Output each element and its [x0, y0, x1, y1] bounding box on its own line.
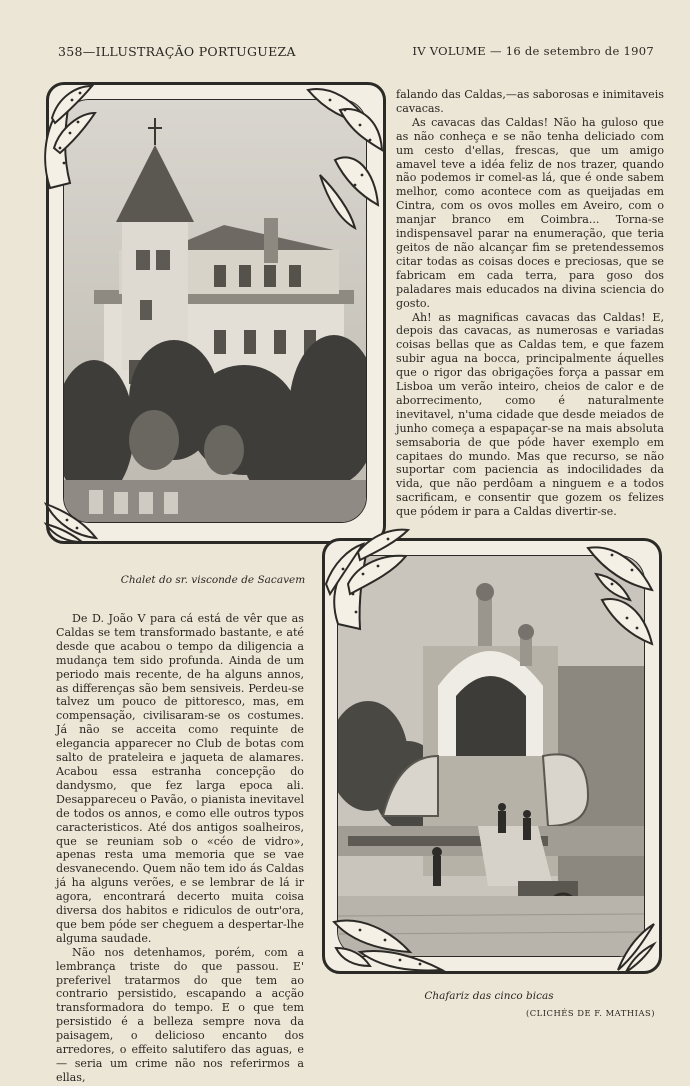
right-column — [396, 88, 664, 519]
floral-ornament-icon — [582, 540, 658, 650]
page-header — [58, 44, 654, 64]
volume-label: IV VOLUME — [412, 44, 486, 58]
floral-ornament-icon — [40, 78, 100, 198]
paragraph: Ah! as magnificas cavacas das Caldas! E, depois das cavacas, as numerosas e variadas coisas bellas que as Caldas tem, e que fazem subir agua na bocca, principalmente áquelles que o rigor das obrigações força a passar em Lisboa um verão inteiro, cheios de calor e de aborrecimento, como é naturalmente inevitavel, n'uma cidade que desde meiados de junho começa a espapaçar-se na mais absoluta semsaboria de que póde haver exemplo em capitaes do mundo. Mas que recurso, se não suportar com paciencia as indocilidades da vida, que não perdôam a ninguem e a todos sacrificam, e consentir que gozem os felizes que pódem ir para a Caldas divertir-se. — [396, 310, 664, 519]
page-number: 358 — [58, 44, 83, 59]
paragraph: De D. João V para cá está de vêr que as Caldas se tem transformado bastante, e até desde que acabou o tempo da diligencia a mudança tem sido profunda. Ainda de um periodo mais recente, de ha alguns annos, as differenças são bem sensiveis. Perdeu-se talvez um pouco de pittoresco, mas, em compensação, civilisaram-se os costumes. Já não se acceita como requinte de elegancia apparecer no Club de botas com salto de prateleira e jaqueta de alamares. Acabou essa estranha concepção do dandysmo, que fez larga epoca ali. Desappareceu o Pavão, o pianista inevitavel de todos os annos, e como elle outros typos caracteristicos. Até dos antigos soalheiros, que se reuniam sob o «céo de vidro», apenas resta uma memoria que se vae desvanecendo. Quem não tem ido ás Caldas já ha alguns verões, e se lembrar de lá ir agora, encontrará decerto muita coisa diversa dos habitos e ridiculos de outr'ora, que bem póde ser cheguem a despertar-lhe alguma saudade. — [56, 612, 304, 945]
left-column — [56, 612, 304, 1085]
paragraph: falando das Caldas,—as saborosas e inimitaveis cavacas. — [396, 88, 664, 115]
header-right — [412, 44, 654, 58]
header-left — [58, 44, 296, 59]
floral-ornament-icon — [318, 524, 410, 634]
magazine-title: ILLUSTRAÇÃO PORTUGUEZA — [95, 44, 296, 59]
floral-ornament-icon — [42, 500, 100, 544]
paragraph: Não nos detenhamos, porém, com a lembrança triste do que passou. E' preferivel tratarmos do que tem ao contrario persistido, escapando a acção transformadora do tempo. E o que tem persistido é a belleza sempre nova da paisagem, o delicioso encanto dos arredores, o effeito salutifero das aguas, e — seria um crime não nos referirmos a ellas, — [56, 945, 304, 1084]
photo-credit: (CLICHÉS DE F. MATHIAS) — [526, 1008, 656, 1018]
floral-ornament-icon — [614, 920, 658, 974]
issue-date: — 16 de setembro de 1907 — [489, 44, 654, 58]
bottom-photo-caption: Chafariz das cinco bicas — [424, 990, 554, 1002]
floral-ornament-icon — [300, 80, 386, 230]
floral-ornament-icon — [330, 912, 448, 974]
paragraph: As cavacas das Caldas! Não ha guloso que as não conheça e se não tenha deliciado com um cesto d'ellas, frescas, que um amigo amavel teve a idéa feliz de nos trazer, quando não podemos ir comel-as lá, que é onde sabem melhor, como acontece com as queijadas em Cintra, com os ovos molles em Aveiro, com o manjar branco em Coimbra... Torna-se indispensavel parar na enumeração, que teria geitos de não alcançar fim se pretendessemos citar todas as coisas doces e preciosas, que se fabricam em cada terra, para goso dos paladares mais educados na divina sciencia do gosto. — [396, 115, 664, 310]
top-photo-caption: Chalet do sr. visconde de Sacavem — [120, 574, 306, 586]
header-separator: — — [82, 44, 96, 59]
